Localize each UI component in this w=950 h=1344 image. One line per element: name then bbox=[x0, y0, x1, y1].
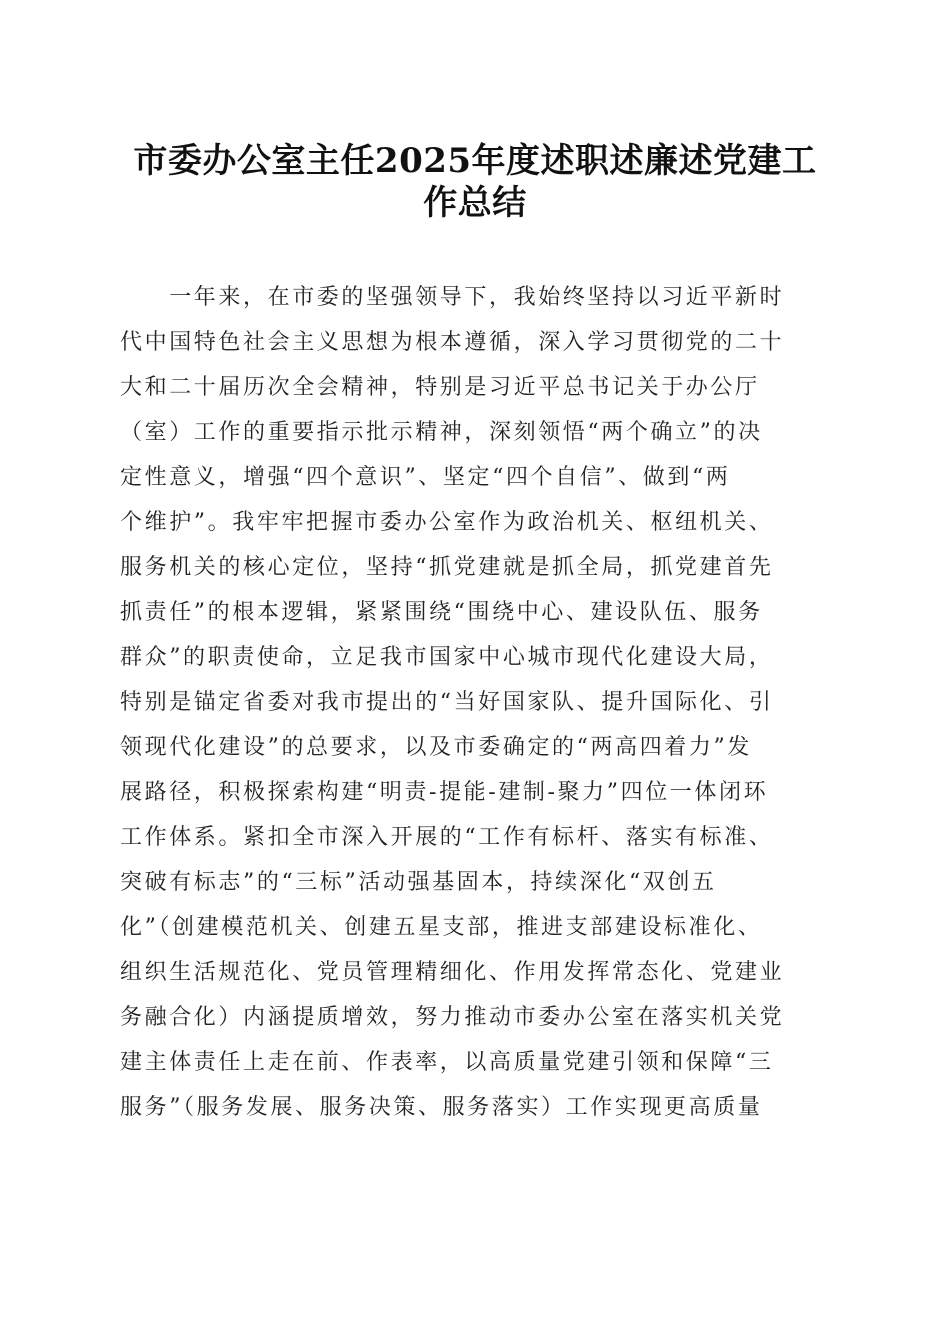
paragraph-line: 突破有标志”的“三标”活动强基固本，持续深化“双创五 bbox=[120, 870, 717, 895]
title-line: 作总结 bbox=[423, 183, 527, 223]
document-title bbox=[120, 140, 830, 224]
paragraph-line: 工作体系。紧扣全市深入开展的“工作有标杆、落实有标准、 bbox=[120, 825, 774, 850]
paragraph-line: 群众”的职责使命，立足我市国家中心城市现代化建设大局， bbox=[120, 645, 774, 670]
paragraph-line: 务融合化）内涵提质增效，努力推动市委办公室在落实机关党 bbox=[120, 1005, 785, 1030]
paragraph-line: （室）工作的重要指示批示精神，深刻领悟“两个确立”的决 bbox=[120, 420, 763, 445]
paragraph-line: 个维护”。我牢牢把握市委办公室作为政治机关、枢纽机关、 bbox=[120, 510, 774, 535]
paragraph-line: 抓责任”的根本逻辑，紧紧围绕“围绕中心、建设队伍、服务 bbox=[120, 600, 763, 625]
paragraph-line: 一年来，在市委的坚强领导下，我始终坚持以习近平新时 bbox=[120, 285, 785, 310]
paragraph-line: 组织生活规范化、党员管理精细化、作用发挥常态化、党建业 bbox=[120, 960, 785, 985]
paragraph-line: 定性意义，增强“四个意识”、坚定“四个自信”、做到“两 bbox=[120, 465, 731, 490]
paragraph-line: 大和二十届历次全会精神，特别是习近平总书记关于办公厅 bbox=[120, 375, 760, 400]
paragraph-line: 特别是锚定省委对我市提出的“当好国家队、提升国际化、引 bbox=[120, 690, 774, 715]
body-paragraph bbox=[120, 275, 830, 1130]
paragraph-line: 建主体责任上走在前、作表率，以高质量党建引领和保障“三 bbox=[120, 1050, 774, 1075]
paragraph-line: 代中国特色社会主义思想为根本遵循，深入学习贯彻党的二十 bbox=[120, 330, 785, 355]
paragraph-line: 展路径，积极探索构建“明责-提能-建制-聚力”四位一体闭环 bbox=[120, 780, 769, 805]
paragraph-line: 领现代化建设”的总要求，以及市委确定的“两高四着力”发 bbox=[120, 735, 752, 760]
paragraph-line: 服务机关的核心定位，坚持“抓党建就是抓全局，抓党建首先 bbox=[120, 555, 774, 580]
paragraph-line: 化”（创建模范机关、创建五星支部，推进支部建设标准化、 bbox=[120, 915, 763, 940]
paragraph-line: 服务”（服务发展、服务决策、服务落实）工作实现更高质量 bbox=[120, 1095, 763, 1120]
title-line: 市委办公室主任2025年度述职述廉述党建工 bbox=[133, 141, 817, 181]
